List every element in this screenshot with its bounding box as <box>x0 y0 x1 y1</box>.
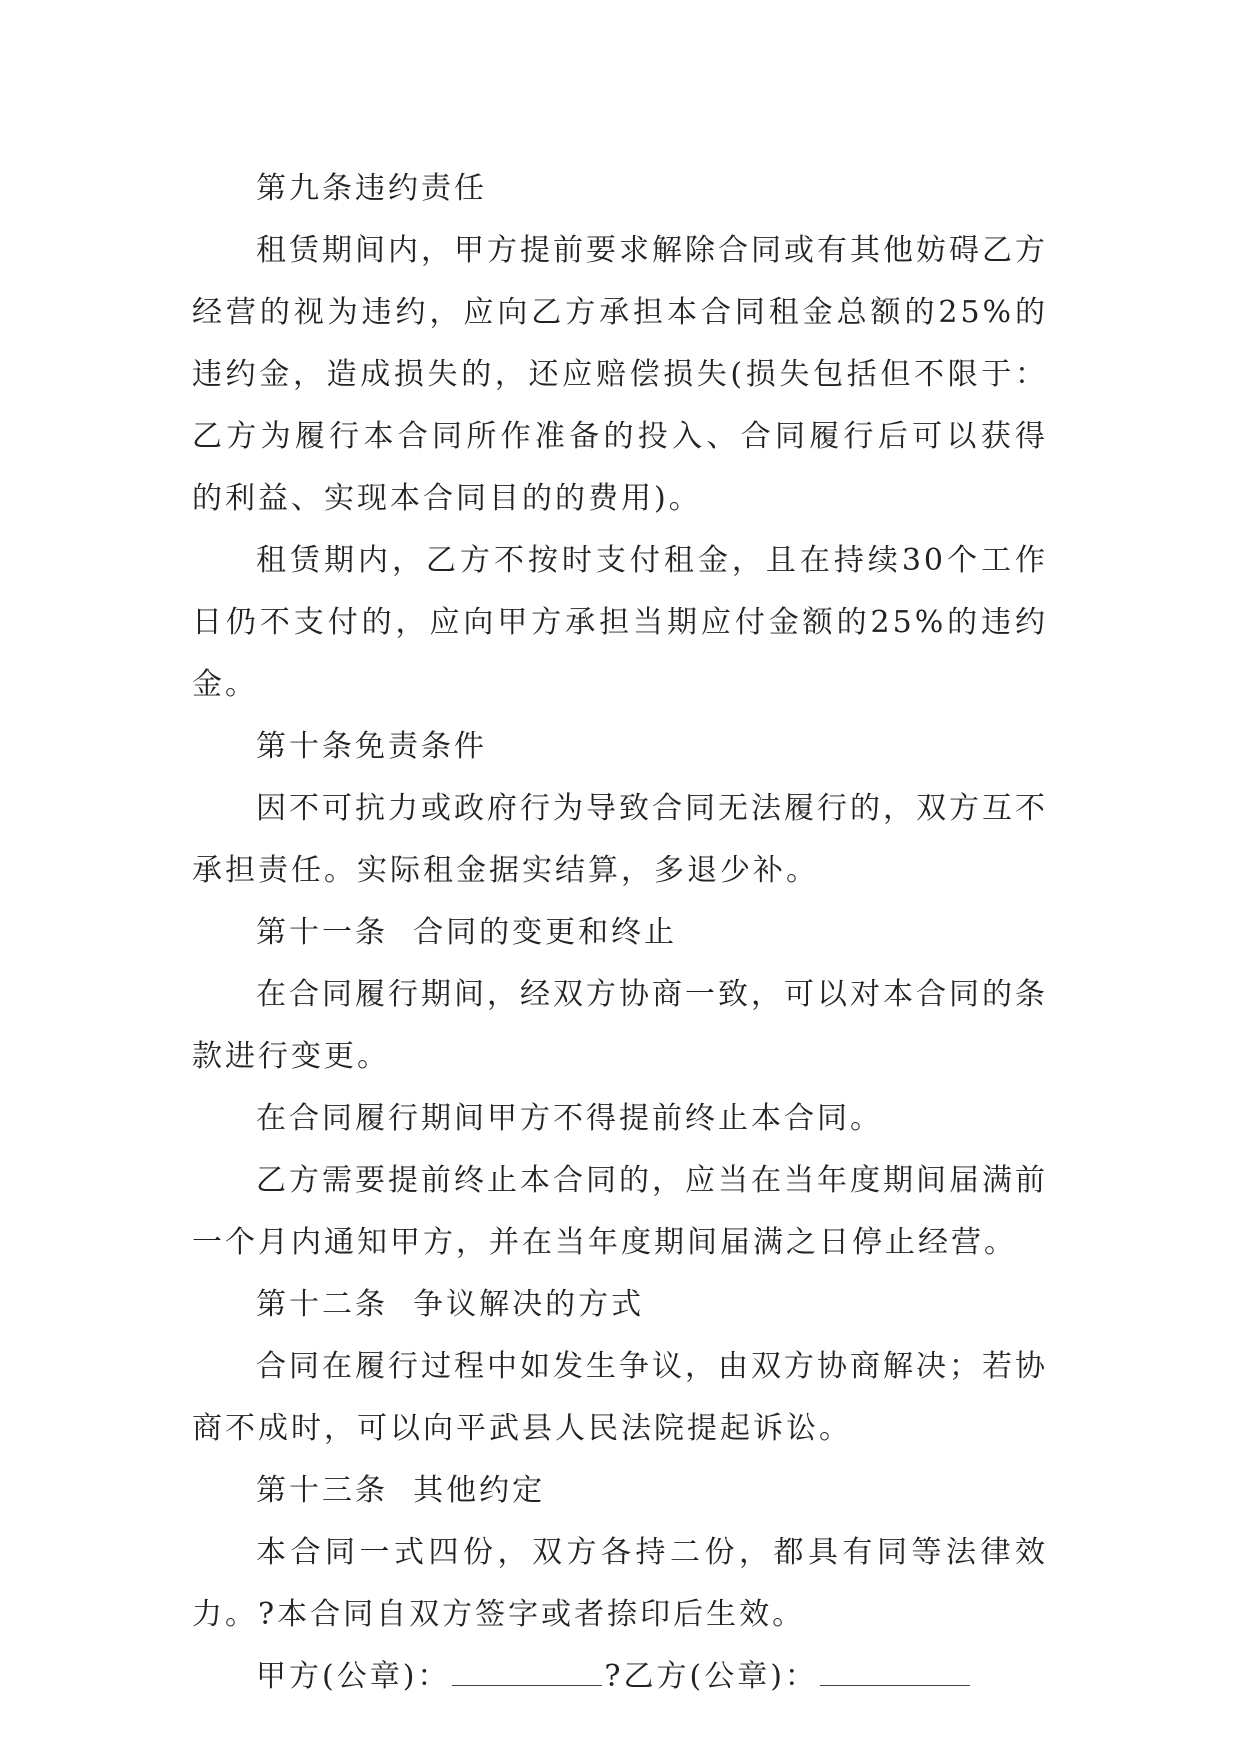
article-12-heading: 第十二条 争议解决的方式 <box>256 1287 645 1322</box>
article-9-heading: 第九条违约责任 <box>256 171 487 206</box>
article-13-paragraph-1: 本合同一式四份，双方各持二份，都具有同等法律效力。?本合同自双方签字或者捺印后生效。 <box>192 1535 1048 1632</box>
article-10-paragraph-1: 因不可抗力或政府行为导致合同无法履行的，双方互不承担责任。实际租金据实结算，多退少补。 <box>192 791 1048 888</box>
article-11-paragraph-2: 在合同履行期间甲方不得提前终止本合同。 <box>256 1101 883 1136</box>
party-a-signature-blank[interactable] <box>452 1659 602 1686</box>
document-body <box>192 158 1048 1708</box>
article-13-heading: 第十三条 其他约定 <box>256 1473 546 1508</box>
article-11-heading: 第十一条 合同的变更和终止 <box>256 915 678 950</box>
article-12-paragraph-1: 合同在履行过程中如发生争议，由双方协商解决；若协商不成时，可以向平武县人民法院提起诉讼。 <box>192 1349 1048 1446</box>
party-b-signature-blank[interactable] <box>820 1659 970 1686</box>
party-b-label: 乙方(公章)： <box>623 1659 818 1694</box>
party-a-label: 甲方(公章)： <box>256 1659 451 1694</box>
article-11-paragraph-1: 在合同履行期间，经双方协商一致，可以对本合同的条款进行变更。 <box>192 977 1048 1074</box>
article-10-heading: 第十条免责条件 <box>256 729 487 764</box>
article-9-paragraph-1: 租赁期间内，甲方提前要求解除合同或有其他妨碍乙方经营的视为违约，应向乙方承担本合同租金总额的25%的违约金，造成损失的，还应赔偿损失(损失包括但不限于：乙方为履行本合同所作准备的投入、合同履行后可以获得的利益、实现本合同目的的费用)。 <box>192 233 1048 516</box>
article-9-paragraph-2: 租赁期内，乙方不按时支付租金，且在持续30个工作日仍不支付的，应向甲方承担当期应付金额的25%的违约金。 <box>192 543 1048 702</box>
signature-separator: ? <box>604 1659 624 1694</box>
signature-line <box>192 1646 1048 1708</box>
article-11-paragraph-3: 乙方需要提前终止本合同的，应当在当年度期间届满前一个月内通知甲方，并在当年度期间届满之日停止经营。 <box>192 1163 1048 1260</box>
